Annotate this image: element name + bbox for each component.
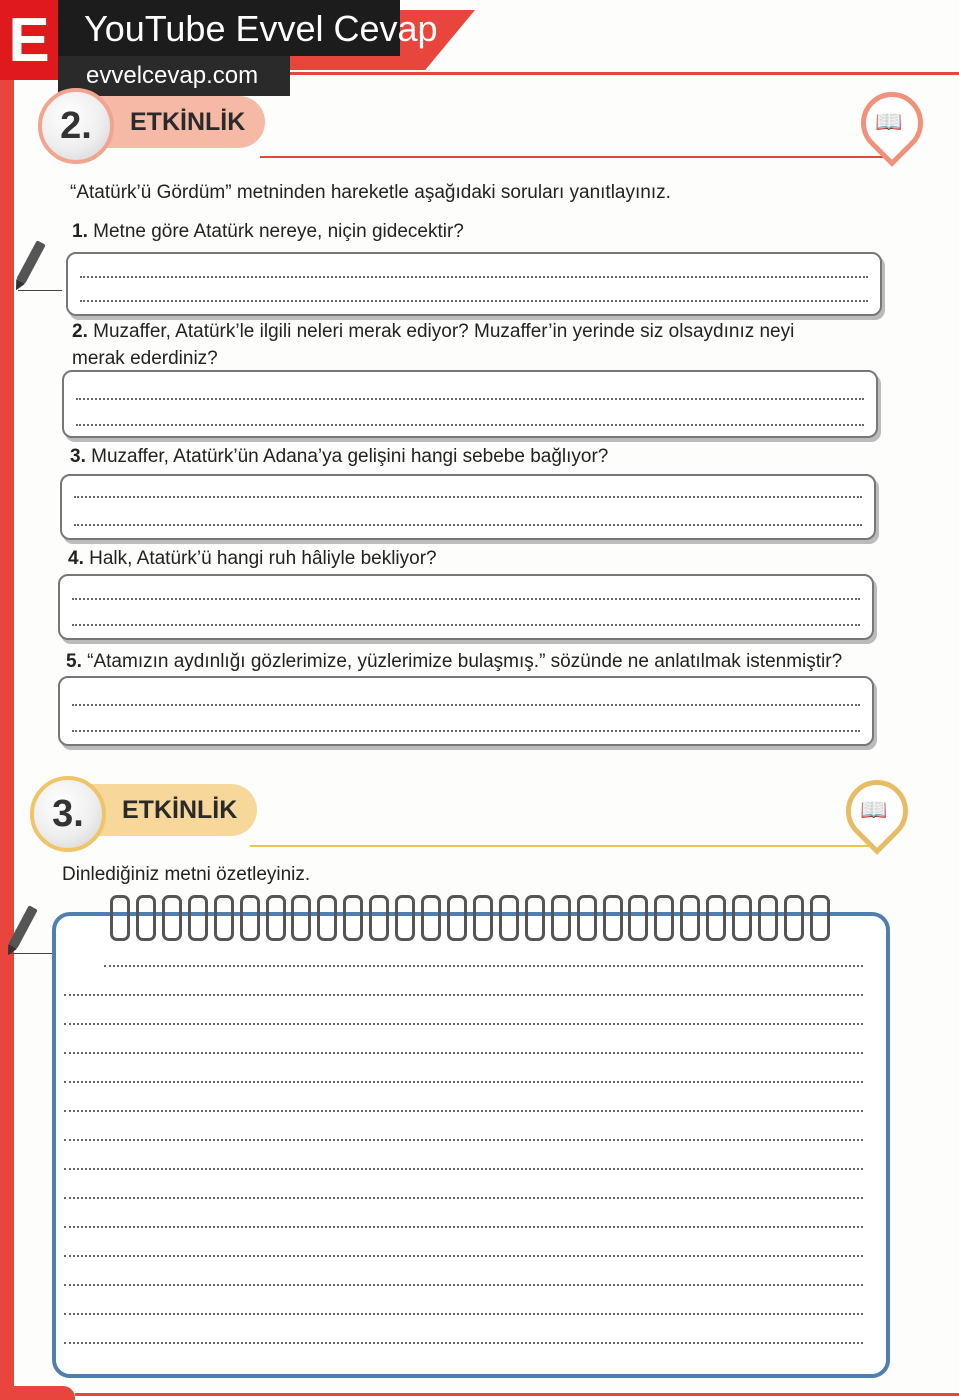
answer-box-3[interactable] [60, 474, 876, 540]
notebook-line [64, 1226, 863, 1228]
question-2-text: Muzaffer, Atatürk’le ilgili neleri merak ediyor? Muzaffer’in yerinde siz olsaydınız neyi merak ederdiniz? [72, 321, 795, 369]
question-4-number: 4. [68, 548, 84, 569]
pencil-underline [10, 953, 54, 954]
question-3-number: 3. [70, 446, 86, 467]
spiral-ring-icon [317, 895, 337, 941]
spiral-ring-icon [291, 895, 311, 941]
activity-2-intro: “Atatürk’ü Gördüm” metninden hareketle aşağıdaki soruları yanıtlayınız. [70, 182, 671, 203]
channel-logo: E [0, 0, 58, 80]
book-icon: 📖 [833, 767, 921, 855]
spiral-ring-icon [369, 895, 389, 941]
spiral-ring-icon [758, 895, 778, 941]
spiral-ring-icon [525, 895, 545, 941]
activity-3-number: 3. [30, 776, 106, 852]
notebook-line [64, 1081, 863, 1083]
notebook-line [64, 1110, 863, 1112]
spiral-ring-icon [680, 895, 700, 941]
activity-3-header [30, 776, 270, 846]
summary-notebook[interactable] [52, 912, 890, 1378]
spiral-ring-icon [266, 895, 286, 941]
notebook-line [64, 1023, 863, 1025]
page-number-tab [0, 1386, 75, 1400]
activity-2-header [38, 88, 278, 158]
notebook-line [64, 1342, 863, 1344]
spiral-ring-icon [628, 895, 648, 941]
question-1-number: 1. [72, 221, 88, 242]
spiral-ring-icon [732, 895, 752, 941]
spiral-ring-icon [421, 895, 441, 941]
question-3-text: Muzaffer, Atatürk’ün Adana’ya gelişini hangi sebebe bağlıyor? [91, 446, 609, 467]
notebook-line [64, 1313, 863, 1315]
answer-line [80, 276, 868, 278]
activity-2-label: ETKİNLİK [78, 96, 265, 148]
notebook-line [104, 965, 863, 967]
spiral-ring-icon [110, 895, 130, 941]
answer-box-5[interactable] [58, 676, 874, 746]
answer-line [76, 398, 864, 400]
activity-2-rule [260, 156, 890, 158]
spiral-ring-icon [706, 895, 726, 941]
spiral-ring-icon [810, 895, 830, 941]
question-4-text: Halk, Atatürk’ü hangi ruh hâliyle bekliyor? [89, 548, 437, 569]
channel-title: YouTube Evvel Cevap [84, 8, 438, 49]
question-3 [70, 443, 870, 470]
spiral-ring-icon [473, 895, 493, 941]
activity-3-label: ETKİNLİK [70, 784, 257, 836]
answer-line [76, 424, 864, 426]
question-5 [66, 648, 906, 675]
site-url: evvelcevap.com [86, 62, 259, 89]
answer-box-1[interactable] [66, 252, 882, 316]
answer-line [72, 598, 860, 600]
notebook-spiral [110, 895, 830, 939]
answer-line [80, 300, 868, 302]
notebook-line [64, 1255, 863, 1257]
activity-3-rule [250, 845, 880, 847]
notebook-line [64, 1284, 863, 1286]
notebook-line [64, 1197, 863, 1199]
spiral-ring-icon [162, 895, 182, 941]
activity-3-intro: Dinlediğiniz metni özetleyiniz. [62, 864, 311, 885]
answer-line [72, 704, 860, 706]
question-1-text: Metne göre Atatürk nereye, niçin gidecektir? [93, 221, 464, 242]
question-1 [72, 218, 872, 245]
activity-2-number: 2. [38, 88, 114, 164]
pencil-underline [18, 290, 62, 291]
spiral-ring-icon [136, 895, 156, 941]
answer-box-4[interactable] [58, 574, 874, 640]
spiral-ring-icon [395, 895, 415, 941]
page-edge-strip [0, 0, 14, 1400]
question-4 [68, 545, 868, 572]
pencil-icon [16, 240, 45, 284]
answer-line [74, 524, 862, 526]
spiral-ring-icon [784, 895, 804, 941]
spiral-ring-icon [603, 895, 623, 941]
question-5-number: 5. [66, 651, 82, 672]
notebook-line [64, 1168, 863, 1170]
answer-line [72, 730, 860, 732]
spiral-ring-icon [188, 895, 208, 941]
notebook-line [64, 994, 863, 996]
notebook-line [64, 1052, 863, 1054]
book-icon: 📖 [848, 79, 936, 167]
spiral-ring-icon [447, 895, 467, 941]
spiral-ring-icon [499, 895, 519, 941]
answer-box-2[interactable] [62, 370, 878, 438]
question-5-text: “Atamızın aydınlığı gözlerimize, yüzlerimize bulaşmış.” sözünde ne anlatılmak istenmiştir? [87, 651, 843, 672]
answer-line [74, 496, 862, 498]
question-2 [72, 318, 852, 372]
question-2-number: 2. [72, 321, 88, 342]
spiral-ring-icon [343, 895, 363, 941]
spiral-ring-icon [654, 895, 674, 941]
spiral-ring-icon [214, 895, 234, 941]
spiral-ring-icon [240, 895, 260, 941]
spiral-ring-icon [551, 895, 571, 941]
footer-rule [75, 1393, 959, 1396]
spiral-ring-icon [577, 895, 597, 941]
answer-line [72, 624, 860, 626]
notebook-line [64, 1139, 863, 1141]
